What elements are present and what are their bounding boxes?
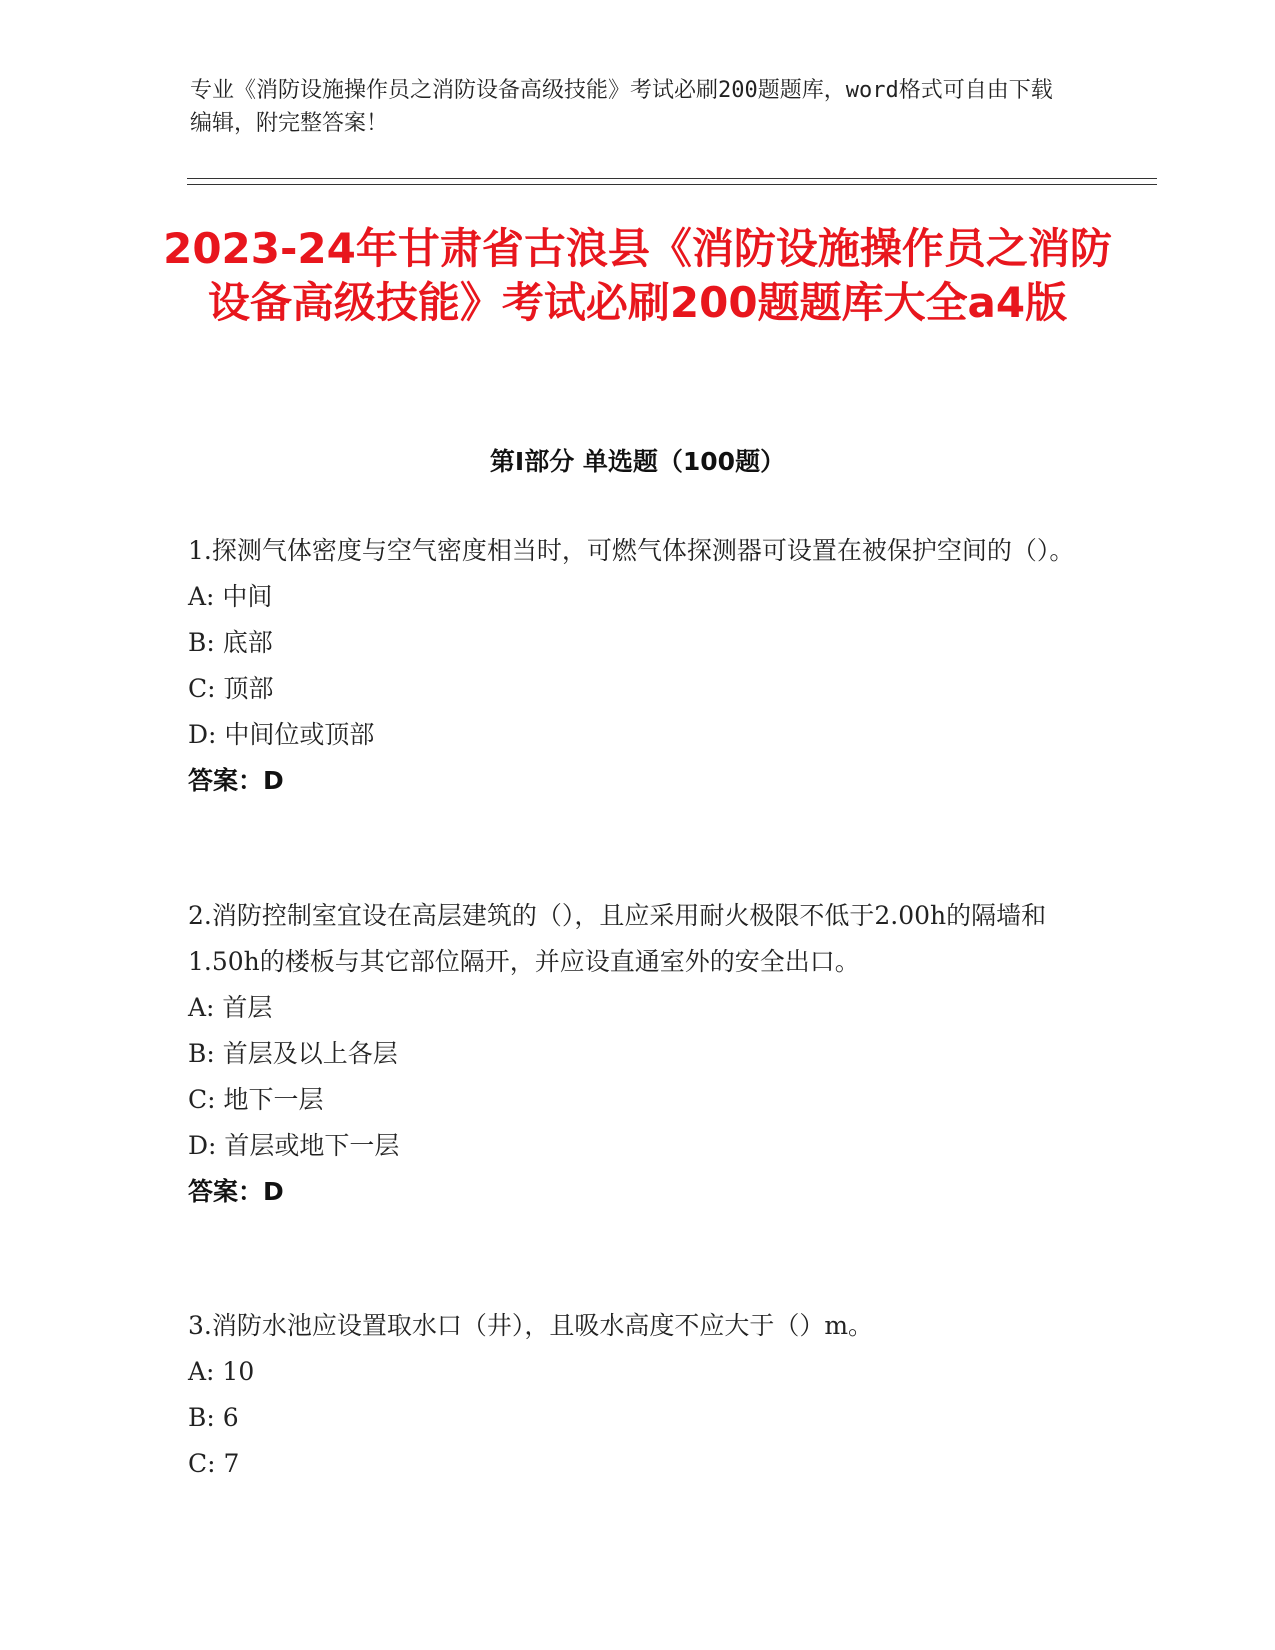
- question-1: [188, 528, 1088, 804]
- option-b: B: 首层及以上各层: [188, 1039, 398, 1068]
- option-a: A: 首层: [188, 993, 273, 1022]
- question-2: [188, 893, 1088, 1215]
- option-a: A: 10: [188, 1357, 255, 1386]
- question-stem: 3.消防水池应设置取水口（井），且吸水高度不应大于（）m。: [188, 1311, 874, 1340]
- document-title: 2023-24年甘肃省古浪县《消防设施操作员之消防设备高级技能》考试必刷200题题库大全a4版: [163, 224, 1112, 327]
- answer: 答案：D: [188, 766, 284, 795]
- question-stem: 2.消防控制室宜设在高层建筑的（），且应采用耐火极限不低于2.00h的隔墙和1.50h的楼板与其它部位隔开，并应设直通室外的安全出口。: [188, 901, 1047, 976]
- option-c: C: 顶部: [188, 674, 274, 703]
- option-d: D: 首层或地下一层: [188, 1131, 400, 1160]
- section-heading: 第I部分 单选题（100题）: [489, 447, 786, 476]
- option-c: C: 地下一层: [188, 1085, 324, 1114]
- question-stem: 1.探测气体密度与空气密度相当时，可燃气体探测器可设置在被保护空间的（）。: [188, 536, 1075, 565]
- option-b: B: 6: [188, 1403, 239, 1432]
- question-3: [188, 1303, 1088, 1487]
- header-note: 专业《消防设施操作员之消防设备高级技能》考试必刷200题题库，word格式可自由下载编辑，附完整答案！: [190, 78, 1053, 136]
- option-d: D: 中间位或顶部: [188, 720, 375, 749]
- option-c: C: 7: [188, 1449, 240, 1478]
- option-b: B: 底部: [188, 628, 273, 657]
- answer: 答案：D: [188, 1177, 284, 1206]
- header-divider-bottom: [187, 184, 1157, 185]
- header-divider-top: [187, 178, 1157, 179]
- option-a: A: 中间: [188, 582, 273, 611]
